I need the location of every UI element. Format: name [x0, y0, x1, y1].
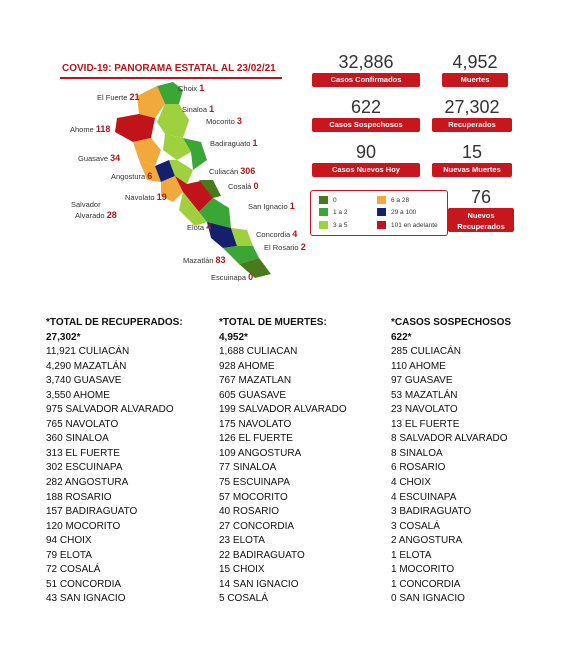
stat-value: 76 — [470, 187, 492, 207]
list-item: 94 CHOIX — [46, 535, 92, 547]
list-item: 4 CHOIX — [391, 477, 432, 489]
list-item: 1 MOCORITO — [391, 564, 455, 576]
list-item: 8 SALVADOR ALVARADO — [391, 433, 508, 445]
sospechosos-column — [391, 316, 511, 607]
list-item: 3 COSALÁ — [391, 520, 440, 532]
column-heading: *TOTAL DE MUERTES: — [219, 317, 327, 328]
legend-swatch — [377, 208, 386, 216]
list-item: 765 NAVOLATO — [46, 418, 119, 430]
legend-swatch — [319, 208, 328, 216]
stat-casos-nuevos — [312, 142, 420, 177]
list-item: 27 CONCORDIA — [219, 520, 295, 532]
list-item: 51 CONCORDIA — [46, 578, 122, 590]
column-heading: *TOTAL DE RECUPERADOS: — [46, 317, 183, 328]
column-total: 4,952* — [219, 331, 248, 343]
list-item: 302 ESCUINAPA — [46, 462, 123, 474]
stat-value: 90 — [355, 142, 377, 162]
list-item: 3,550 AHOME — [46, 389, 110, 401]
stat-value: 622 — [350, 97, 382, 117]
map-label-culiacan: Culiacán 306 — [209, 166, 256, 176]
list-item: 5 COSALÁ — [219, 593, 268, 605]
list-item: 110 AHOME — [391, 360, 446, 372]
map-label-sinaloa: Sinaloa 1 — [182, 104, 215, 114]
map-label-salvador: Salvador — [71, 200, 101, 209]
list-item: 43 SAN IGNACIO — [46, 593, 126, 605]
map-label-cosala: Cosalá 0 — [228, 181, 259, 191]
legend-item: 3 a 5 — [319, 221, 347, 229]
list-item: 23 ELOTA — [219, 535, 265, 547]
list-item: 57 MOCORITO — [219, 491, 288, 503]
list-item: 109 ANGOSTURA — [219, 447, 302, 459]
list-item: 4 ESCUINAPA — [391, 491, 457, 503]
region-guasave — [133, 138, 161, 166]
list-item: 188 ROSARIO — [46, 491, 112, 503]
list-item: 53 MAZATLÁN — [391, 389, 458, 401]
legend-swatch — [319, 221, 328, 229]
list-item: 199 SALVADOR ALVARADO — [219, 404, 347, 416]
list-item: 1 CONCORDIA — [391, 578, 461, 590]
recuperados-column — [46, 316, 183, 607]
list-item: 4,290 MAZATLÁN — [46, 360, 127, 372]
muertes-column — [219, 316, 347, 607]
map-legend — [310, 190, 448, 236]
map-label-badiraguato: Badiraguato 1 — [210, 138, 258, 148]
legend-swatch — [377, 221, 386, 229]
list-item: 75 ESCUINAPA — [219, 477, 290, 489]
map-label-mocorito: Mocorito 3 — [206, 116, 242, 126]
list-item: 23 NAVOLATO — [391, 404, 458, 416]
title-underline — [60, 77, 282, 79]
list-item: 6 ROSARIO — [391, 462, 446, 474]
list-item: 15 CHOIX — [219, 564, 265, 576]
list-item: 975 SALVADOR ALVARADO — [46, 404, 174, 416]
stat-label: Muertes — [442, 73, 508, 87]
list-item: 77 SINALOA — [219, 462, 277, 474]
stat-nuevas-muertes — [432, 142, 512, 177]
map-label-elota: Elota 4 — [187, 222, 212, 232]
column-total: 27,302* — [46, 331, 81, 343]
map-label-escuinapa: Escuinapa 0 — [211, 272, 254, 282]
map-label-angostura: Angostura 6 — [111, 171, 153, 181]
list-item: 175 NAVOLATO — [219, 418, 292, 430]
stat-label: Casos Confirmados — [312, 73, 420, 87]
list-item: 40 ROSARIO — [219, 506, 280, 518]
list-item: 72 COSALÁ — [46, 564, 101, 576]
stat-value: 4,952 — [452, 52, 498, 72]
stat-nuevos-recuperados — [448, 187, 514, 232]
list-item: 313 EL FUERTE — [46, 447, 120, 459]
column-heading: *CASOS SOSPECHOSOS — [391, 317, 512, 328]
map-label-mazatlan: Mazatlán 83 — [183, 255, 226, 265]
list-item: 79 ELOTA — [46, 549, 92, 561]
legend-swatch — [377, 196, 386, 204]
legend-item: 101 en adelante — [377, 221, 438, 229]
list-item: 928 AHOME — [219, 360, 275, 372]
map-label-guasave: Guasave 34 — [78, 153, 121, 163]
legend-item: 1 a 2 — [319, 208, 347, 216]
page-title: COVID-19: PANORAMA ESTATAL AL 23/02/21 — [62, 63, 276, 74]
region-ahome — [115, 114, 155, 142]
stat-label: Nuevas Muertes — [432, 163, 512, 177]
stat-label: Casos Nuevos Hoy — [312, 163, 420, 177]
list-item: 360 SINALOA — [46, 433, 109, 445]
list-item: 282 ANGOSTURA — [46, 477, 129, 489]
stat-value: 27,302 — [444, 97, 500, 117]
map-label-alvarado: Alvarado 28 — [75, 210, 117, 220]
map-label-san-ignacio: San Ignacio 1 — [248, 201, 295, 211]
map-label-choix: Choix 1 — [178, 83, 205, 93]
list-item: 157 BADIRAGUATO — [46, 506, 138, 518]
map-label-el-rosario: El Rosario 2 — [264, 242, 306, 252]
list-item: 2 ANGOSTURA — [391, 535, 463, 547]
stat-sospechosos — [312, 97, 420, 132]
map-label-el-fuerte: El Fuerte 21 — [97, 92, 140, 102]
list-item: 120 MOCORITO — [46, 520, 121, 532]
list-item: 0 SAN IGNACIO — [391, 593, 465, 605]
legend-swatch — [319, 196, 328, 204]
map-label-concordia: Concordia 4 — [256, 229, 298, 239]
column-total: 622* — [391, 331, 412, 343]
stat-label: Recuperados — [432, 118, 512, 132]
list-item: 3 BADIRAGUATO — [391, 506, 472, 518]
stat-label: Casos Sospechosos — [312, 118, 420, 132]
list-item: 13 EL FUERTE — [391, 418, 460, 430]
stat-label: Nuevos Recuperados — [448, 208, 514, 232]
list-item: 14 SAN IGNACIO — [219, 578, 299, 590]
legend-item: 29 a 100 — [377, 208, 416, 216]
list-item: 11,921 CULIACÁN — [46, 346, 130, 358]
legend-item: 0 — [319, 196, 337, 204]
list-item: 3,740 GUASAVE — [46, 375, 122, 387]
map-label-ahome: Ahome 118 — [70, 124, 111, 134]
region-mazatlan — [207, 222, 237, 248]
list-item: 605 GUASAVE — [219, 389, 287, 401]
region-mocorito — [163, 134, 191, 160]
list-item: 126 EL FUERTE — [219, 433, 293, 445]
list-item: 22 BADIRAGUATO — [219, 549, 305, 561]
stat-recuperados — [432, 97, 512, 132]
stat-value: 32,886 — [338, 52, 394, 72]
list-item: 1 ELOTA — [391, 549, 432, 561]
map-label-navolato: Navolato 19 — [125, 192, 167, 202]
list-item: 97 GUASAVE — [391, 375, 453, 387]
stat-muertes — [442, 52, 508, 87]
list-item: 1,688 CULIACAN — [219, 346, 298, 358]
stat-value: 15 — [461, 142, 483, 162]
list-item: 8 SINALOA — [391, 447, 443, 459]
list-item: 767 MAZATLAN — [219, 375, 292, 387]
legend-item: 6 a 28 — [377, 196, 409, 204]
list-item: 285 CULIACÁN — [391, 346, 462, 358]
stat-confirmados — [312, 52, 420, 87]
